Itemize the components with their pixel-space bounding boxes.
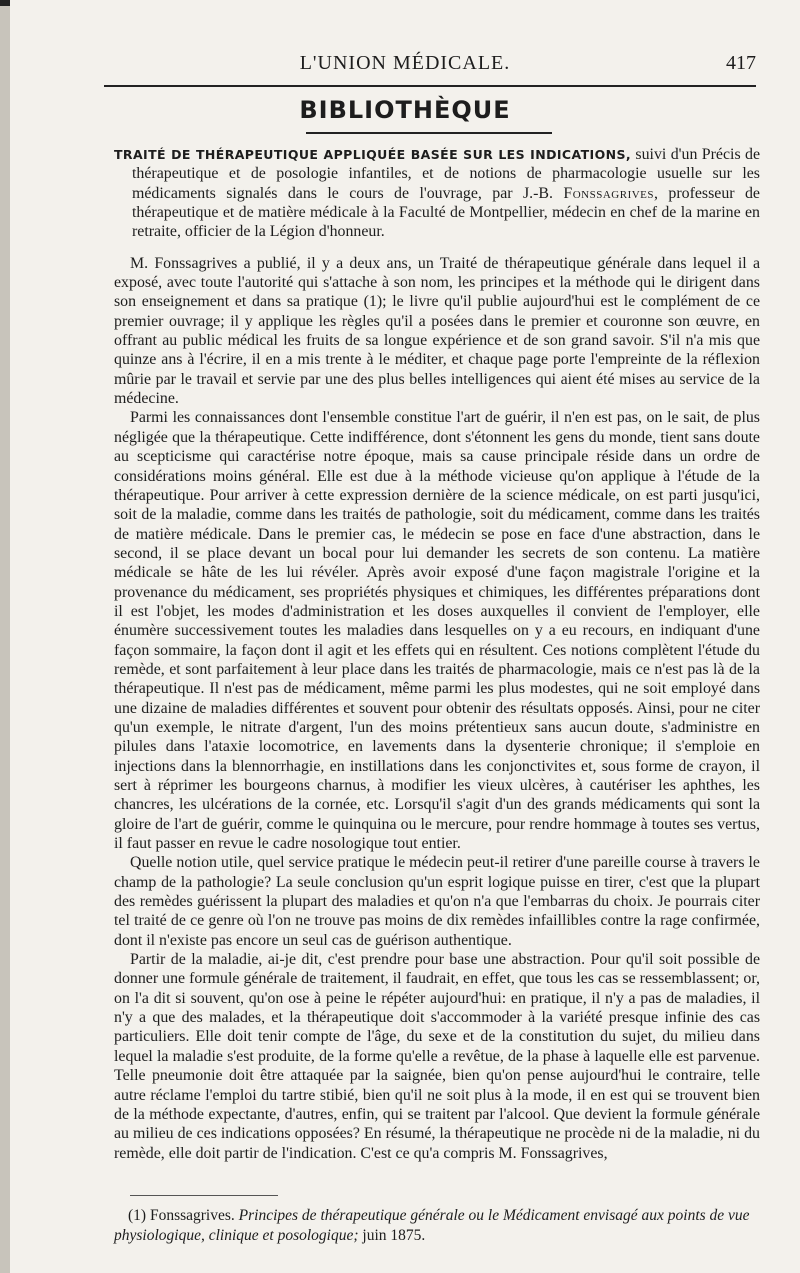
page-header	[10, 52, 800, 82]
book-author: Fonssagrives	[563, 184, 655, 202]
book-title: TRAITÉ DE THÉRAPEUTIQUE APPLIQUÉE BASÉE SUR LES INDICATIONS,	[114, 147, 632, 162]
book-description-end: , professeur de thérapeutique et de matière médicale à la Faculté de Montpellier, médecin en chef de la marine en retraite, officier de la Légion d'honneur.	[132, 184, 760, 241]
footnote-date: juin 1875.	[362, 1227, 426, 1244]
paragraph: M. Fonssagrives a publié, il y a deux ans, un Traité de thérapeutique générale dans lequel il a exposé, avec toute l'autorité qui s'attache à son nom, les principes et la méthode qui le dirigent dans son enseignement et dans sa pratique (1); le livre qu'il publie aujourd'hui est le complément de ce premier ouvrage; il y applique les règles qu'il a posées dans le premier et couronne son œuvre, en offrant au public médical les fruits de sa longue expérience et de son grand savoir. S'il n'a mis que quinze ans à l'écrire, il en a mis trente à le méditer, et chaque page porte l'empreinte de la réflexion mûrie par le travail et servie par une des plus belles intelligences qui aient été mises au service de la médecine.	[114, 254, 760, 408]
book-description: suivi d'un Précis de thérapeutique et de posologie infantiles, et de notions de pharmacologie usuelle sur les médicaments signalés dans le cours de l'ouvrage, par J.-B.	[132, 146, 761, 202]
book-entry	[114, 145, 760, 242]
page-edge	[0, 0, 10, 1273]
footnote-title: Principes de thérapeutique générale ou le Médicament envisagé aux points de vue physiologique, clinique et posologique;	[114, 1207, 750, 1244]
footnote	[114, 1206, 760, 1246]
title-rule	[306, 132, 552, 134]
paragraph: Quelle notion utile, quel service pratique le médecin peut-il retirer d'une pareille course à travers le champ de la pathologie? La seule conclusion qu'un esprit logique puisse en tirer, c'est que la plupart des remèdes guérissent la plupart des maladies et qu'on n'a que l'embarras du choix. Je pourrais citer tel traité de ce genre où l'on ne trouve pas moins de dix remèdes infaillibles contre la rage confirmée, dont il n'existe pas encore un seul cas de guérison authentique.	[114, 854, 760, 949]
article-body	[114, 145, 760, 1163]
footnote-marker: (1) Fonssagrives.	[128, 1207, 235, 1224]
paragraph: Partir de la maladie, ai-je dit, c'est prendre pour base une abstraction. Pour qu'il soit possible de donner une formule générale de traitement, il faudrait, en effet, que tous les cas se ressemblassent; or, on l'a dit si souvent, qu'on ose à peine le répéter aujourd'hui: en pratique, il n'y a pas de maladies, il n'y a que des malades, et la thérapeutique doit s'accommoder à la variété presque infinie des cas particuliers. Elle doit tenir compte de l'âge, du sexe et de la constitution du sujet, du milieu dans lequel la maladie s'est produite, de la forme qu'elle a revêtue, de la phase à laquelle elle est parvenue. Telle pneumonie doit être attaquée par la saignée, bien qu'on pense aujourd'hui le contraire, telle autre réclame l'emploi du tartre stibié, bien qu'il ne soit plus à la mode, il en est qui se trouvent bien de la méthode expectante, d'autres, enfin, qui se traitent par l'alcool. Que devient la formule générale au milieu de ces indications opposées? En résumé, la thérapeutique ne procède ni de la maladie, ni du remède, elle doit partir de l'indication. C'est ce qu'a compris M. Fonssagrives,	[114, 951, 760, 1162]
paragraph: Parmi les connaissances dont l'ensemble constitue l'art de guérir, il n'en est pas, on le sait, de plus négligée que la thérapeutique. Cette indifférence, dont s'étonnent les gens du monde, tient sans doute au scepticisme qui caractérise notre époque, mais sa cause principale réside dans un ordre de considérations moins général. Elle est due à la méthode vicieuse qu'on applique à l'étude de la thérapeutique. Pour arriver à cette expression dernière de la science médicale, on est parti jusqu'ici, soit de la maladie, comme dans les traités de pathologie, soit du médicament, comme dans les traités de matière médicale. Dans le premier cas, le médecin se pose en face d'une abstraction, dans le second, il se place devant un bocal pour lui demander les secrets de son contenu. La matière médicale se hâte de les lui révéler. Après avoir exposé d'une façon magistrale l'origine et la provenance du médicament, ses propriétés physiques et chimiques, les différentes préparations dont il est l'objet, les modes d'administration et les doses auxquelles il convient de l'employer, elle énumère successivement toutes les maladies dans lesquelles on y a eu recours, en indiquant d'une façon sommaire, la façon dont il agit et les effets qui en résultent. Ces notions complètent l'étude du remède, et sont parfaitement à leur place dans les traités de pharmacologie, mais ce n'est pas là de la thérapeutique. Il n'est pas de médicament, même parmi les plus modestes, qui ne soit employé dans une dizaine de maladies différentes et souvent pour obtenir des résultats opposés. Ainsi, pour ne citer qu'un exemple, le nitrate d'argent, l'un des moins prétentieux sans aucun doute, s'administre en pilules dans l'ataxie locomotrice, en lavements dans la dysenterie chronique; il s'emploie en injections dans la blennorrhagie, en instillations dans les conjonctivites et, sous forme de crayon, il sert à réprimer les bourgeons charnus, à modifier les vieux ulcères, à cautériser les aphthes, les chancres, les ulcérations de la cornée, etc. Lorsqu'il s'agit d'un des grands médicaments qui sont la gloire de l'art de guérir, comme le quinquina ou le mercure, pour rendre hommage à toutes ses vertus, il faut passer en revue le cadre nosologique tout entier.	[114, 409, 760, 853]
running-head: L'UNION MÉDICALE.	[299, 52, 511, 74]
page-number: 417	[726, 52, 756, 74]
footnote-rule	[130, 1195, 278, 1196]
document-page	[10, 0, 800, 1273]
section-title: BIBLIOTHÈQUE	[299, 96, 511, 124]
header-rule	[104, 85, 756, 87]
